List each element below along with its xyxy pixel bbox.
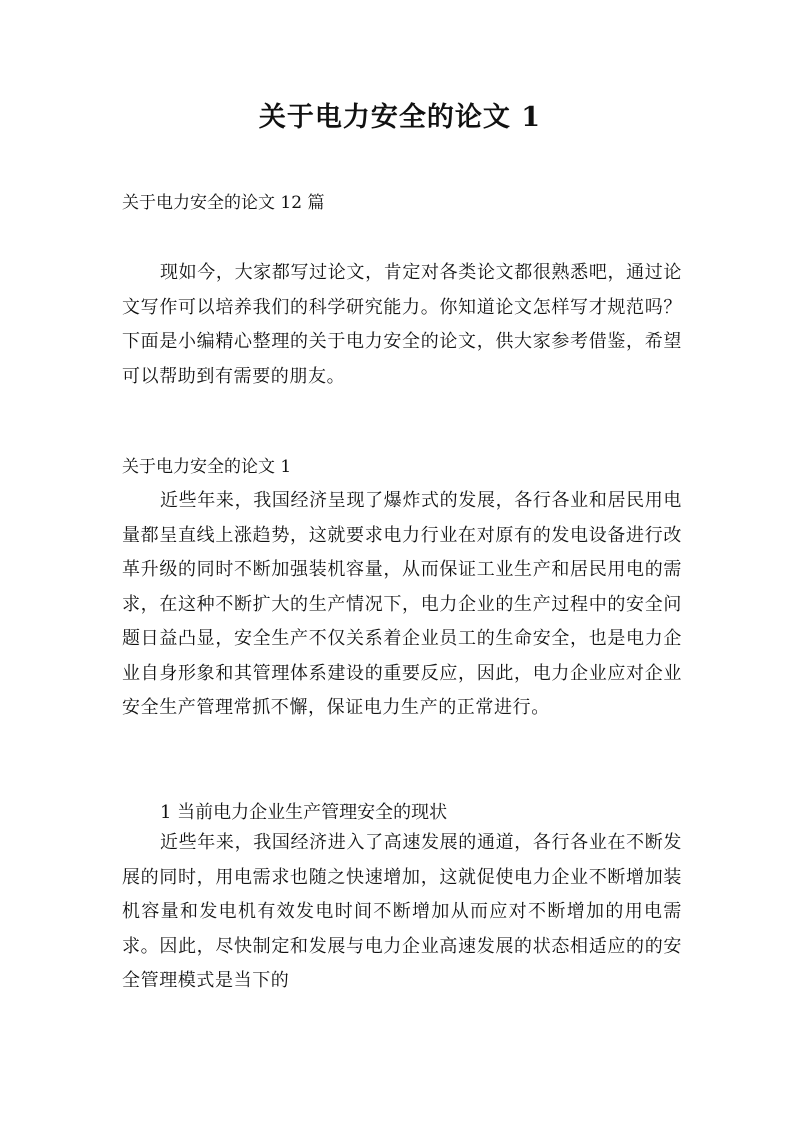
intro-paragraph: 现如今，大家都写过论文，肯定对各类论文都很熟悉吧，通过论文写作可以培养我们的科学研究能力。你知道论文怎样写才规范吗？下面是小编精心整理的关于电力安全的论文，供大家参考借鉴，希望可以帮助到有需要的朋友。 <box>122 262 682 387</box>
document-subtitle: 关于电力安全的论文 12 篇 <box>122 193 325 213</box>
section-paragraph-1: 近些年来，我国经济呈现了爆炸式的发展，各行各业和居民用电量都呈直线上涨趋势，这就要求电力行业在对原有的发电设备进行改革升级的同时不断加强装机容量，从而保证工业生产和居民用电的需求，在这种不断扩大的生产情况下，电力企业的生产过程中的安全问题日益凸显，安全生产不仅关系着企业员工的生命安全，也是电力企业自身形象和其管理体系建设的重要反应，因此，电力企业应对企业安全生产管理常抓不懈，保证电力生产的正常进行。 <box>122 490 682 718</box>
section-heading: 关于电力安全的论文 1 <box>122 457 292 477</box>
subsection-heading: 1 当前电力企业生产管理安全的现状 <box>160 802 448 823</box>
section-paragraph-2: 近些年来，我国经济进入了高速发展的通道，各行各业在不断发展的同时，用电需求也随之快速增加，这就促使电力企业不断增加装机容量和发电机有效发电时间不断增加从而应对不断增加的用电需求。因此，尽快制定和发展与电力企业高速发展的状态相适应的的安全管理模式是当下的 <box>122 832 682 991</box>
document-title: 关于电力安全的论文 1 <box>258 102 542 133</box>
